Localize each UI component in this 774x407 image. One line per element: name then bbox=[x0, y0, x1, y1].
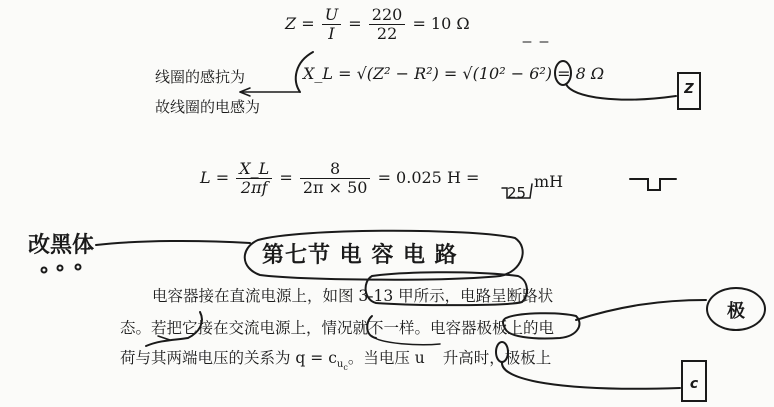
fraction-xl-over-2pif: $\frac{X\_L}{2\pi f}$ bbox=[236, 160, 272, 197]
formula-z: Z = $\frac{U}{I}$ = $\frac{220}{22}$ = 10 Ω bbox=[285, 5, 470, 43]
paragraph-line-1: 电容器接在直流电源上，如图 3-13 甲所示，电路呈断路状 bbox=[152, 287, 554, 305]
formula-xl: X_L = √(Z² − R²) = √(10² − 6²) = 8 Ω bbox=[303, 64, 605, 83]
handwritten-25: 25 bbox=[507, 184, 527, 202]
paragraph-line-3: 荷与其两端电压的关系为 $q = c_{u_c}$。当电压 u 升高时，极板上 bbox=[120, 349, 552, 373]
label-inductive-reactance: 线圈的感抗为 bbox=[155, 68, 246, 86]
fraction-u-over-i: $\frac{U}{I}$ bbox=[322, 6, 341, 43]
fraction-220-over-22: $\frac{220}{22}$ bbox=[369, 6, 406, 43]
annotation-box-z: Z bbox=[677, 72, 701, 110]
section-title: 第七节 电 容 电 路 bbox=[262, 243, 458, 268]
paragraph-line-2: 态。若把它接在交流电源上，情况就不一样。电容器极板上的电 bbox=[120, 319, 555, 337]
label-inductance: 故线圈的电感为 bbox=[155, 98, 261, 116]
fraction-8-over-2pi50: $\frac{8}{2\pi \times 50}$ bbox=[300, 160, 371, 197]
annotation-circle-ji: 极 bbox=[706, 287, 766, 331]
formula-l: L = $\frac{X\_L}{2\pi f}$ = $\frac{8}{2\pi \times 50}$ = 0.025 H = bbox=[200, 159, 480, 197]
handwritten-note-bold-font: 改黑体 bbox=[28, 233, 95, 258]
annotation-box-c: c bbox=[681, 360, 707, 402]
unit-mh: mH bbox=[534, 172, 564, 191]
